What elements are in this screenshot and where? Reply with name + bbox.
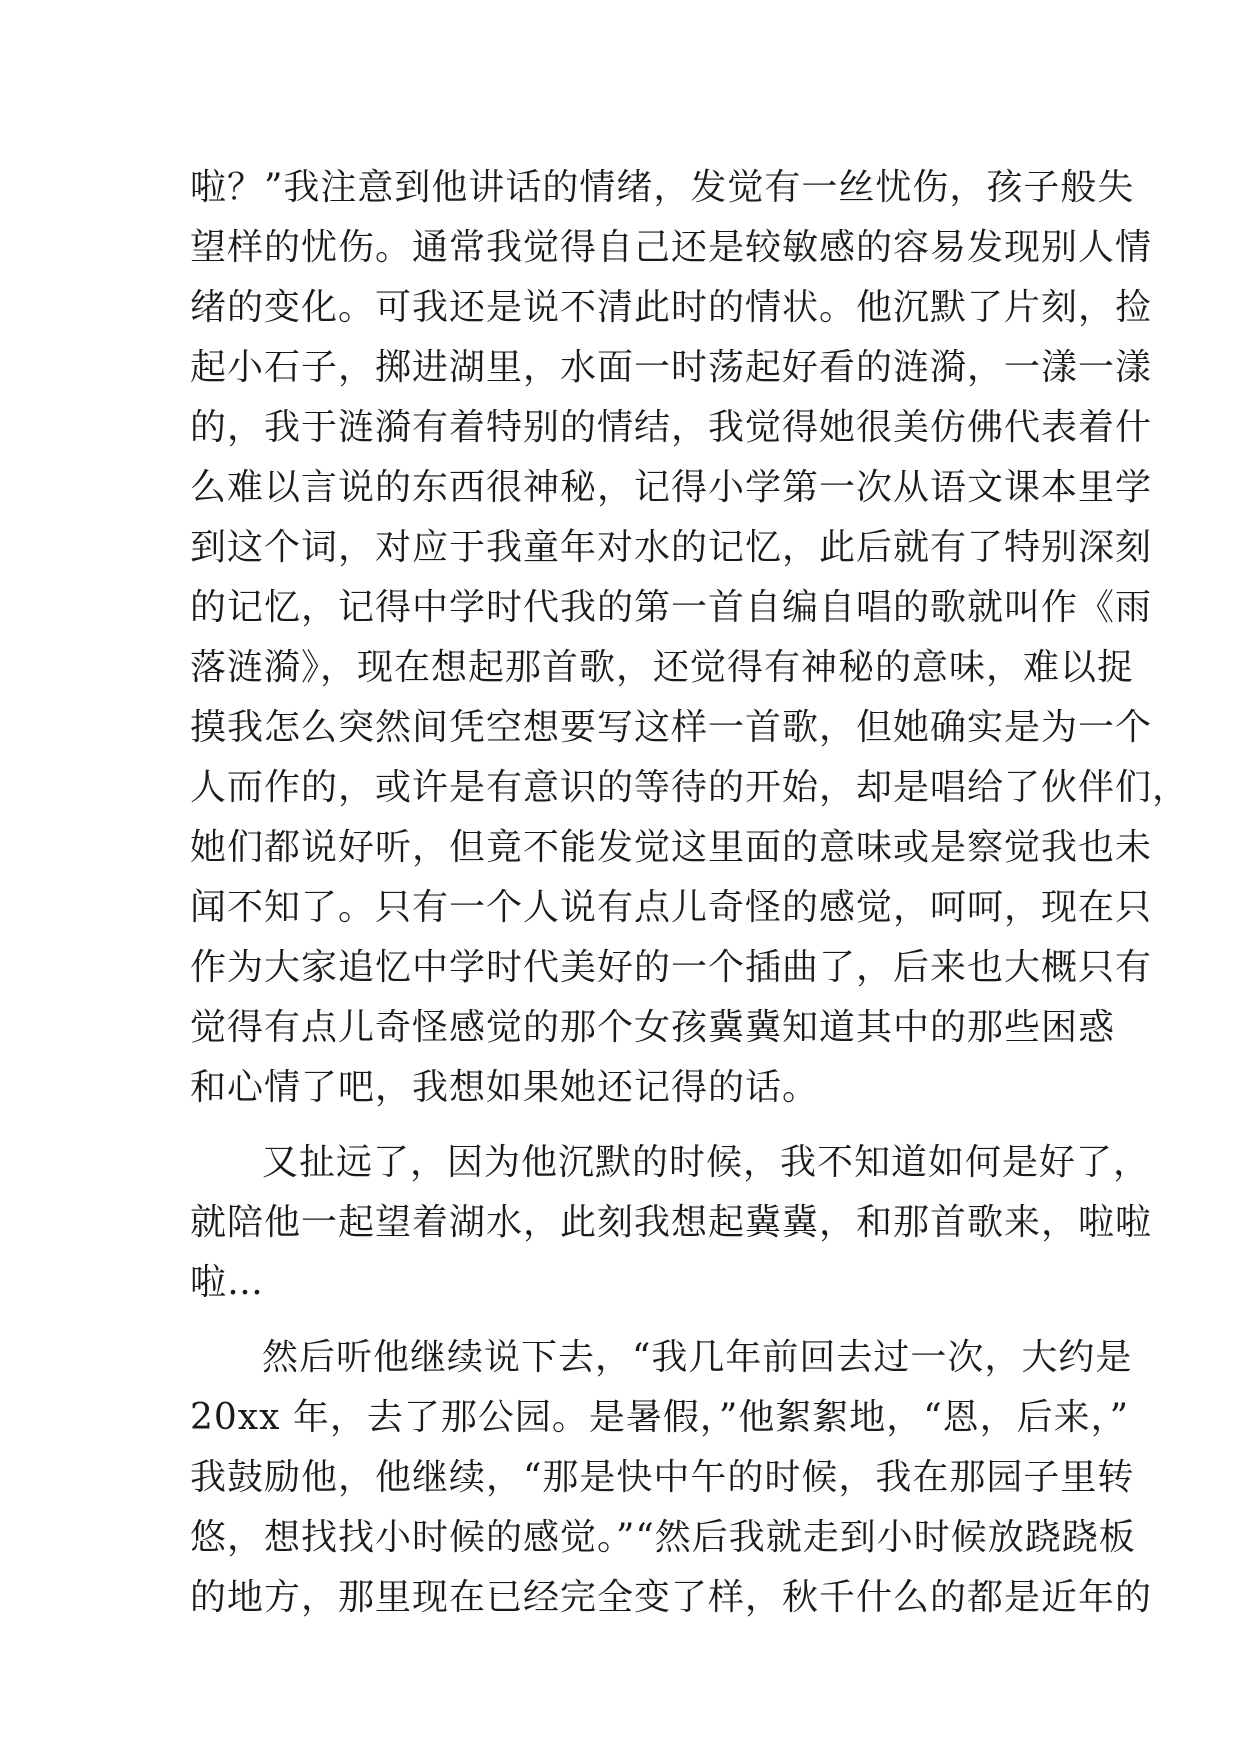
text-line: 作为大家追忆中学时代美好的一个插曲了，后来也大概只有 xyxy=(190,947,1153,988)
text-line: 到这个词，对应于我童年对水的记忆，此后就有了特别深刻 xyxy=(190,527,1153,568)
text-line: 觉得有点儿奇怪感觉的那个女孩冀冀知道其中的那些困惑 xyxy=(190,1007,1116,1048)
text-line: 和心情了吧，我想如果她还记得的话。 xyxy=(190,1067,820,1108)
paragraph-start-line: 又扯远了，因为他沉默的时候，我不知道如何是好了， xyxy=(262,1142,1151,1183)
text-line: 啦… xyxy=(190,1262,265,1303)
text-line: 悠，想找找小时候的感觉。”“然后我就走到小时候放跷跷板 xyxy=(190,1517,1136,1558)
text-line: 的，我于涟漪有着特别的情结，我觉得她很美仿佛代表着什 xyxy=(190,407,1153,448)
text-line: 我鼓励他，他继续，“那是快中午的时候，我在那园子里转 xyxy=(190,1457,1135,1498)
text-line: 的记忆，记得中学时代我的第一首自编自唱的歌就叫作《雨 xyxy=(190,587,1153,628)
text-line: 摸我怎么突然间凭空想要写这样一首歌，但她确实是为一个 xyxy=(190,707,1153,748)
text-line: 的地方，那里现在已经完全变了样，秋千什么的都是近年的 xyxy=(190,1577,1153,1618)
text-line: 起小石子，掷进湖里，水面一时荡起好看的涟漪，一漾一漾 xyxy=(190,347,1153,388)
text-line: 啦？”我注意到他讲话的情绪，发觉有一丝忧伤，孩子般失 xyxy=(190,167,1135,208)
text-line: 落涟漪》，现在想起那首歌，还觉得有神秘的意味，难以捉 xyxy=(190,647,1135,688)
text-line: 望样的忧伤。通常我觉得自己还是较敏感的容易发现别人情 xyxy=(190,227,1153,268)
text-line: 她们都说好听，但竟不能发觉这里面的意味或是察觉我也未 xyxy=(190,827,1153,868)
paragraph-start-line: 然后听他继续说下去，“我几年前回去过一次，大约是 xyxy=(262,1337,1133,1378)
text-line: 20xx 年，去了那公园。是暑假，”他絮絮地，“恩，后来，” xyxy=(190,1397,1130,1438)
text-line: 么难以言说的东西很神秘，记得小学第一次从语文课本里学 xyxy=(190,467,1153,508)
text-line: 就陪他一起望着湖水，此刻我想起冀冀，和那首歌来，啦啦 xyxy=(190,1202,1153,1243)
text-line: 绪的变化。可我还是说不清此时的情状。他沉默了片刻，捡 xyxy=(190,287,1153,328)
text-line: 人而作的，或许是有意识的等待的开始，却是唱给了伙伴们， xyxy=(190,767,1190,808)
text-line: 闻不知了。只有一个人说有点儿奇怪的感觉，呵呵，现在只 xyxy=(190,887,1153,928)
